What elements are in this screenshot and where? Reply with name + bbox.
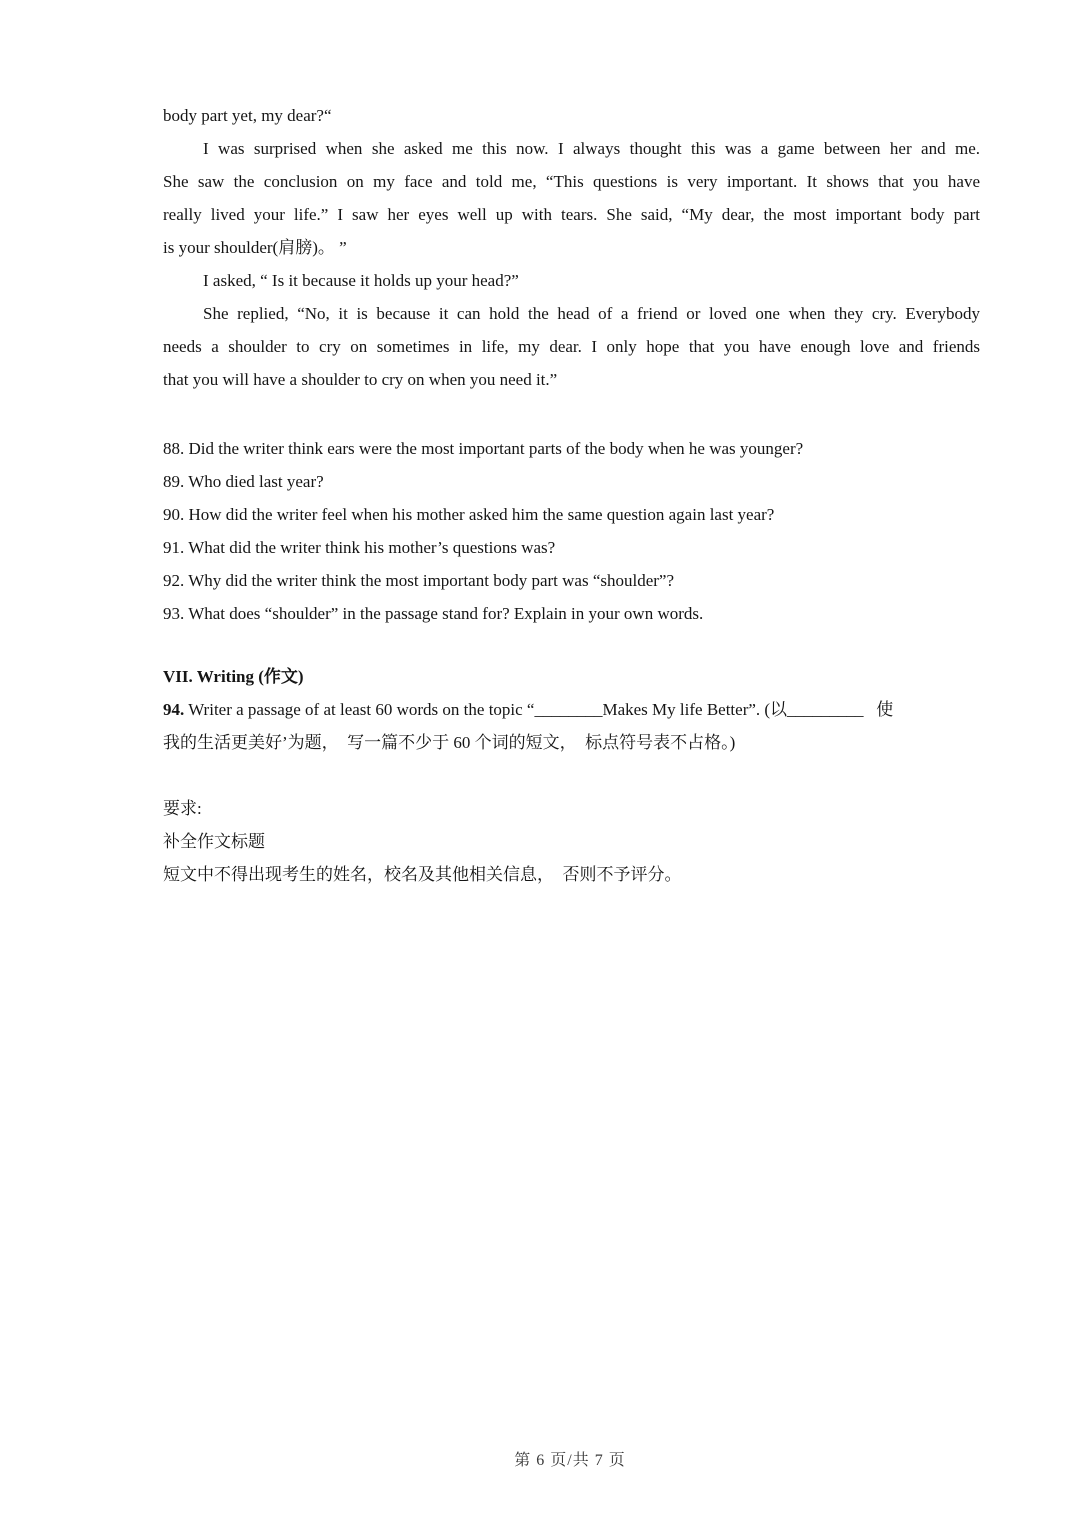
passage-line: needs a shoulder to cry on sometimes in life, my dear. I only hope that you have enough love and friends: [163, 337, 980, 356]
question-item-93: 93. What does “shoulder” in the passage stand for? Explain in your own words.: [163, 604, 704, 623]
page-footer: 第 6 页/共 7 页: [514, 1452, 626, 1469]
passage-line: is your shoulder(肩膀)。 ”: [163, 238, 347, 257]
comprehension-questions: [163, 432, 980, 630]
writing-requirements: [163, 792, 980, 891]
requirement-item: 短文中不得出现考生的姓名，校名及其他相关信息， 否则不予评分。: [163, 865, 682, 884]
requirements-title: 要求:: [163, 799, 202, 818]
question-item-89: 89. Who died last year?: [163, 472, 324, 491]
requirement-item: 补全作文标题: [163, 832, 265, 851]
question-item-88: 88. Did the writer think ears were the most important parts of the body when he was younger?: [163, 439, 804, 458]
writing-section: [163, 660, 980, 759]
passage-line: She replied, “No, it is because it can hold the head of a friend or loved one when they cry. Everybody: [203, 304, 980, 323]
section-heading: VII. Writing (作文): [163, 667, 304, 686]
question-text: Writer a passage of at least 60 words on the topic “________Makes My life Better”. (以_________ 使: [184, 700, 894, 719]
question-item-91: 91. What did the writer think his mother’s questions was?: [163, 538, 556, 557]
passage-line: that you will have a shoulder to cry on when you need it.”: [163, 370, 558, 389]
passage-line: really lived your life.” I saw her eyes well up with tears. She said, “My dear, the most important body part: [163, 205, 980, 224]
passage-line: I was surprised when she asked me this now. I always thought this was a game between her and me.: [203, 139, 980, 158]
question-item-90: 90. How did the writer feel when his mother asked him the same question again last year?: [163, 505, 775, 524]
passage-line: I asked, “ Is it because it holds up your head?”: [203, 271, 519, 290]
question-item-94-line2: 我的生活更美好’为题， 写一篇不少于 60 个词的短文， 标点符号表不占格。): [163, 733, 736, 752]
question-item-92: 92. Why did the writer think the most important body part was “shoulder”?: [163, 571, 674, 590]
question-item-94: [163, 693, 980, 726]
reading-passage: [163, 99, 980, 396]
passage-line: body part yet, my dear?“: [163, 106, 332, 125]
passage-line: She saw the conclusion on my face and told me, “This questions is very important. It shows that you have: [163, 172, 980, 191]
question-number: 94.: [163, 700, 185, 719]
